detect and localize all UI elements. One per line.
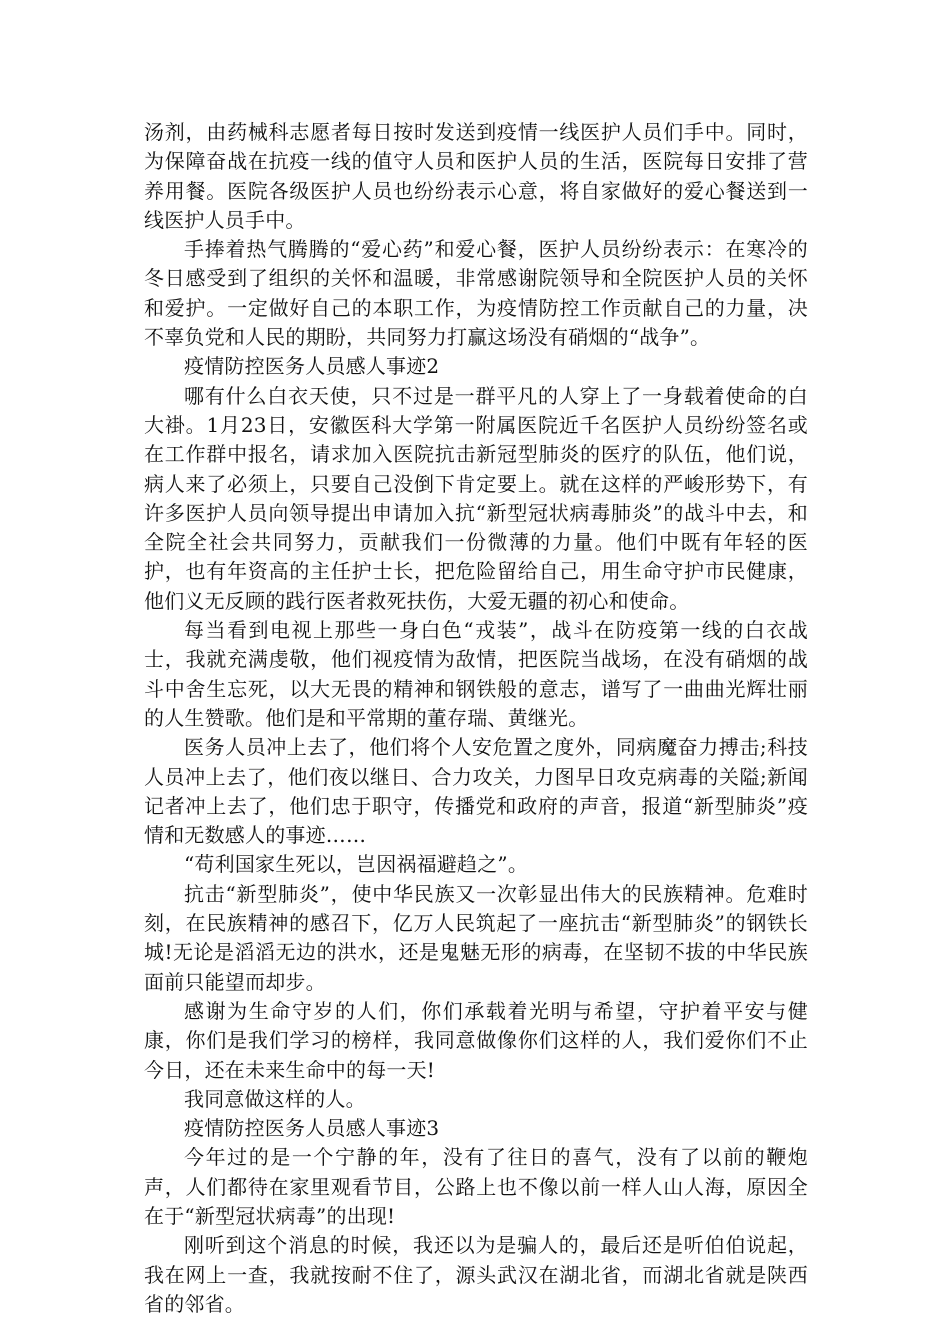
document-body (144, 118, 808, 1319)
paragraph: 每当看到电视上那些一身白色“戎装”，战斗在防疫第一线的白衣战士，我就充满虔敬，他们视疫情为敌情，把医院当战场，在没有硝烟的战斗中舍生忘死，以大无畏的精神和钢铁般的意志，谱写了一曲曲光辉壮丽的人生赞歌。他们是和平常期的董存瑞、黄继光。 (144, 618, 808, 730)
paragraph: 哪有什么白衣天使，只不过是一群平凡的人穿上了一身载着使命的白大褂。1月23日，安徽医科大学第一附属医院近千名医护人员纷纷签名或在工作群中报名，请求加入医院抗击新冠型肺炎的医疗的队伍，他们说，病人来了必须上，只要自己没倒下肯定要上。就在这样的严峻形势下，有许多医护人员向领导提出申请加入抗“新型冠状病毒肺炎”的战斗中去，和全院全社会共同努力，贡献我们一份微薄的力量。他们中既有年轻的医护，也有年资高的主任护士长，把危险留给自己，用生命守护市民健康，他们义无反顾的践行医者救死扶伤，大爱无疆的初心和使命。 (144, 383, 808, 613)
paragraph: 手捧着热气腾腾的“爱心药”和爱心餐，医护人员纷纷表示：在寒冷的冬日感受到了组织的关怀和温暖，非常感谢院领导和全院医护人员的关怀和爱护。一定做好自己的本职工作，为疫情防控工作贡献自己的力量，决不辜负党和人民的期盼，共同努力打赢这场没有硝烟的“战争”。 (144, 237, 808, 350)
paragraph: 医务人员冲上去了，他们将个人安危置之度外，同病魔奋力搏击;科技人员冲上去了，他们夜以继日、合力攻关，力图早日攻克病毒的关隘;新闻记者冲上去了，他们忠于职守，传播党和政府的声音，报道“新型肺炎”疫情和无数感人的事迹…… (144, 735, 808, 848)
section-heading: 疫情防控医务人员感人事迹2 (184, 354, 440, 379)
paragraph: 刚听到这个消息的时候，我还以为是骗人的，最后还是听伯伯说起，我在网上一查，我就按耐不住了，源头武汉在湖北省，而湖北省就是陕西省的邻省。 (144, 1233, 808, 1316)
section-heading: 疫情防控医务人员感人事迹3 (184, 1116, 440, 1141)
paragraph: 感谢为生命守岁的人们，你们承载着光明与希望，守护着平安与健康，你们是我们学习的榜样，我同意做像你们这样的人，我们爱你们不止今日，还在未来生命中的每一天! (144, 998, 808, 1082)
paragraph: 今年过的是一个宁静的年，没有了往日的喜气，没有了以前的鞭炮声，人们都待在家里观看节目，公路上也不像以前一样人山人海，原因全在于“新型冠状病毒”的出现! (144, 1145, 808, 1228)
paragraph: 抗击“新型肺炎”，使中华民族又一次彰显出伟大的民族精神。危难时刻，在民族精神的感召下，亿万人民筑起了一座抗击“新型肺炎”的钢铁长城!无论是滔滔无边的洪水，还是鬼魅无形的病毒，在坚韧不拔的中华民族面前只能望而却步。 (144, 881, 808, 994)
paragraph: 我同意做这样的人。 (184, 1086, 366, 1111)
paragraph: 汤剂，由药械科志愿者每日按时发送到疫情一线医护人员们手中。同时，为保障奋战在抗疫一线的值守人员和医护人员的生活，医院每日安排了营养用餐。医院各级医护人员也纷纷表示心意，将自家做好的爱心餐送到一线医护人员手中。 (144, 120, 808, 232)
quote-line: “苟利国家生死以，岂因祸福避趋之”。 (184, 852, 529, 877)
